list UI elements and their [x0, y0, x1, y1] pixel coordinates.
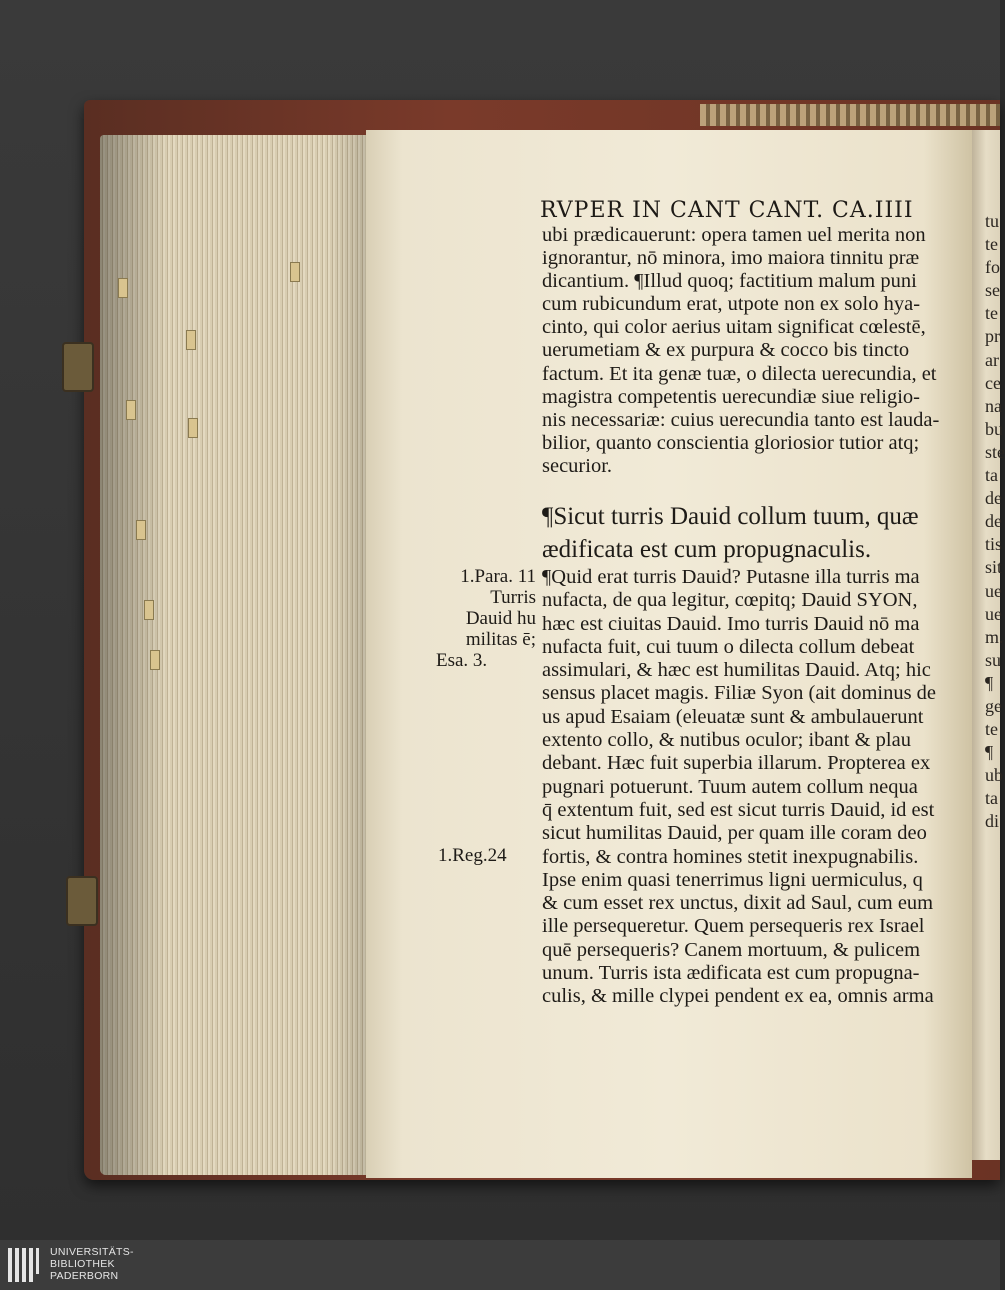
running-head: RVPER IN CANT CANT. CA.IIII	[540, 198, 914, 223]
text-line: sensus placet magis. Filiæ Syon (ait dominus de	[542, 682, 937, 705]
facing-page-fragment: tu	[985, 211, 1000, 231]
margin-note-line: Dauid hu	[465, 608, 536, 629]
facing-page-fragment: bu	[985, 418, 1003, 439]
margin-note-line: Turris	[490, 587, 536, 608]
page-tab	[118, 278, 128, 298]
paragraph-2	[542, 566, 962, 1009]
facing-page-fragment: se	[985, 280, 1000, 301]
text-line: cum rubicundum erat, utpote non ex solo hya-	[542, 293, 921, 316]
book-headband	[700, 104, 1000, 126]
text-line: factum. Et ita genæ tuæ, o dilecta uerecundia, et	[542, 362, 937, 385]
text-line: magistra competentis uerecundiæ siue religio-	[542, 385, 920, 408]
library-name	[50, 1246, 134, 1282]
facing-page-fragment: ue	[985, 580, 1002, 601]
facing-page-fragment: te	[985, 234, 998, 255]
facing-page-fragment: ¶	[985, 672, 994, 693]
text-line: bilior, quanto conscientia gloriosior tutior atq;	[542, 431, 920, 454]
text-line: sicut humilitas Dauid, per quam ille coram deo	[542, 822, 927, 845]
text-line: unum. Turris ista ædificata est cum propugna-	[542, 962, 920, 985]
text-line: ¶Quid erat turris Dauid? Putasne illa turris ma	[542, 566, 920, 588]
page-edges-shade	[100, 135, 368, 1175]
page-tab	[290, 262, 300, 282]
margin-ref: Esa. 3.	[436, 650, 488, 671]
text-line: culis, & mille clypei pendent ex ea, omnis arma	[542, 985, 934, 1008]
verse-line: ædificata est cum propugnaculis.	[542, 536, 872, 563]
text-line: us apud Esaiam (eleuatæ sunt & ambulauerunt	[542, 705, 924, 728]
library-name-line: PADERBORN	[50, 1270, 119, 1282]
facing-page-fragment: pr	[985, 326, 1000, 347]
facing-page-fragment: ar	[985, 349, 999, 370]
text-line: assimulari, & hæc est humilitas Dauid. Atq; hic	[542, 659, 931, 682]
verse-line: ¶Sicut turris Dauid collum tuum, quæ	[542, 503, 919, 530]
facing-page-fragment: de	[985, 488, 1002, 509]
text-line: nufacta fuit, cui tuum o dilecta collum debeat	[542, 635, 915, 658]
text-line: fortis, & contra homines stetit inexpugnabilis.	[542, 845, 919, 868]
text-line: uerumetiam & ex purpura & cocco bis tincto	[542, 339, 910, 362]
text-line: debant. Hæc fuit superbia illarum. Propterea ex	[542, 752, 931, 775]
page-tab	[126, 400, 136, 420]
facing-page-fragment: ce	[985, 372, 1001, 393]
facing-page-fragment: ue	[985, 603, 1002, 624]
text-line: extento collo, & nutibus oculor; ibant & plau	[542, 729, 911, 752]
margin-ref: 1.Reg.24	[438, 845, 507, 866]
library-logo-icon	[8, 1248, 42, 1282]
text-line: nufacta, de qua legitur, cœpitq; Dauid SYON,	[542, 589, 918, 612]
text-line: quē persequeris? Canem mortuum, & pulicem	[542, 938, 921, 961]
text-line: & cum esset rex unctus, dixit ad Saul, cum eum	[542, 892, 934, 915]
facing-page-fragment: di	[985, 811, 1000, 832]
facing-page-fragment: ta	[985, 788, 998, 809]
text-line: dicantium. ¶Illud quoq; factitium malum puni	[542, 270, 917, 293]
text-line: securior.	[542, 454, 613, 477]
paragraph-1	[542, 224, 962, 478]
text-line: cinto, qui color aerius uitam significat cœlestē,	[542, 316, 926, 339]
library-name-line: UNIVERSITÄTS-	[50, 1246, 134, 1258]
text-line: nis necessariæ: cuius uerecundia tanto est lauda-	[542, 408, 940, 431]
text-line: ubi prædicauerunt: opera tamen uel merita non	[542, 224, 926, 246]
facing-page-fragment: ta	[985, 465, 998, 486]
facing-page-fragment: te	[985, 719, 998, 740]
margin-ref: 1.Para. 11	[460, 566, 536, 587]
page-tab	[136, 520, 146, 540]
margin-notes	[436, 566, 536, 671]
text-line: pugnari potuerunt. Tuum autem collum nequa	[542, 775, 918, 798]
page-tab	[150, 650, 160, 670]
library-name-line: BIBLIOTHEK	[50, 1258, 115, 1270]
verse-heading	[542, 500, 962, 566]
text-line: q̄ extentum fuit, sed est sicut turris Dauid, id est	[542, 798, 935, 821]
facing-page-fragment: tis	[985, 534, 1003, 555]
facing-page-fragment: te	[985, 303, 998, 324]
page-tab	[144, 600, 154, 620]
facing-page-fragment: sit	[985, 557, 1003, 578]
facing-page-fragment: ¶	[985, 742, 994, 763]
facing-page-fragment: fo	[985, 257, 1000, 278]
facing-page-fragment: ge	[985, 695, 1002, 716]
margin-note-line: militas ē;	[465, 629, 536, 650]
facing-page-fragment: ste	[985, 441, 1005, 462]
text-line: hæc est ciuitas Dauid. Imo turris Dauid nō ma	[542, 612, 920, 635]
page-tab	[186, 330, 196, 350]
clasp-bottom	[66, 876, 98, 926]
clasp-top	[62, 342, 94, 392]
facing-page-fragment: na	[985, 395, 1002, 416]
text-line: ille persequeretur. Quem persequeris rex Israel	[542, 915, 925, 938]
facing-page-text	[985, 210, 1005, 834]
text-line: Ipse enim quasi tenerrimus ligni uermiculus, q	[542, 868, 923, 891]
facing-page-fragment: m.	[985, 626, 1004, 647]
facing-page-fragment: de	[985, 511, 1002, 532]
facing-page-fragment: su	[985, 649, 1002, 670]
facing-page-fragment: ub	[985, 765, 1003, 786]
page-tab	[188, 418, 198, 438]
text-line: ignorantur, nō minora, imo maiora tinnitu præ	[542, 247, 920, 270]
footer-bar	[0, 1240, 1000, 1290]
